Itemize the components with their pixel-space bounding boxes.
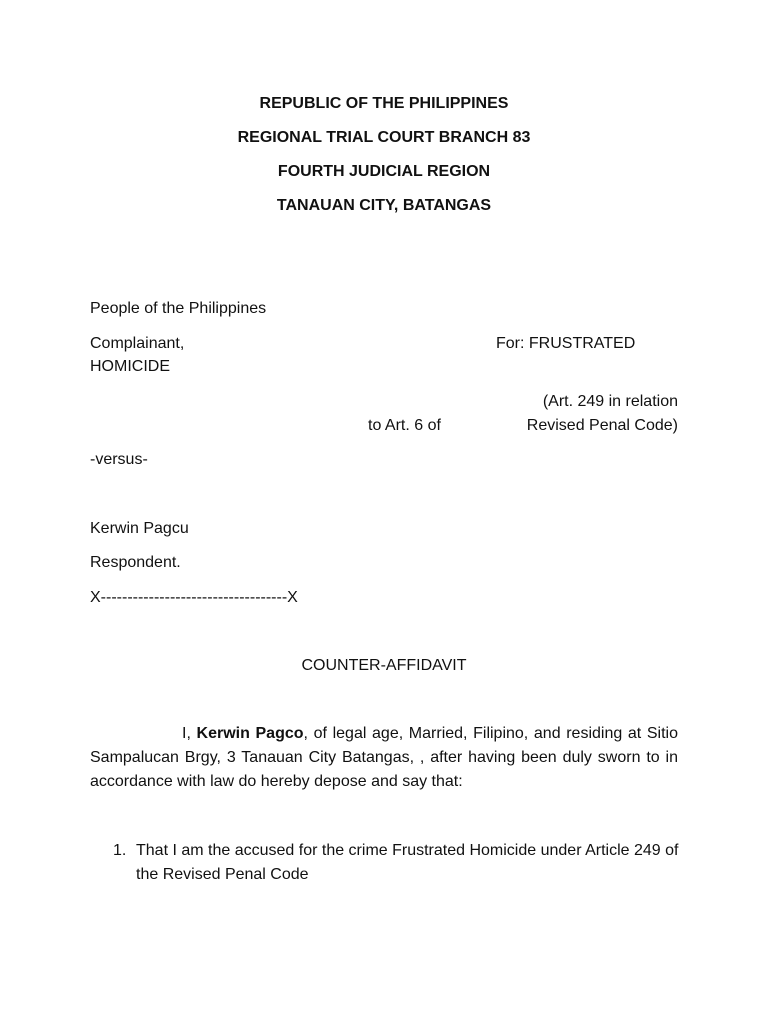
intro-pre: I, — [182, 725, 197, 742]
header-republic: REPUBLIC OF THE PHILIPPINES — [259, 95, 509, 112]
header-city: TANAUAN CITY, BATANGAS — [276, 197, 492, 214]
intro-post: , of legal age, Married, Filipino, and residing at Sitio Sampalucan Brgy, 3 Tanauan City Batangas, , after having been duly sworn to in accordance with law do hereby depose and say that: — [90, 725, 678, 790]
versus-label: -versus- — [90, 451, 148, 468]
caption-separator: X-----------------------------------X — [90, 589, 298, 606]
charge-relation-line2b: Revised Penal Code) — [526, 417, 678, 434]
charge-continuation: HOMICIDE — [90, 358, 170, 375]
charge-prefix: For: FRUSTRATED — [496, 335, 636, 352]
affiant-name: Kerwin Pagco — [196, 725, 304, 742]
charge-relation-line1: (Art. 249 in relation — [542, 393, 678, 410]
charge-relation-line2a: to Art. 6 of — [368, 417, 441, 434]
header-region: FOURTH JUDICIAL REGION — [277, 163, 491, 180]
complainant-label: Complainant, — [90, 335, 185, 352]
intro-paragraph — [90, 722, 678, 794]
respondent-name: Kerwin Pagcu — [90, 520, 189, 537]
document-title: COUNTER-AFFIDAVIT — [301, 657, 467, 674]
list-item-text: That I am the accused for the crime Frustrated Homicide under Article 249 of the Revised Penal Code — [136, 842, 679, 883]
list-item-number: 1. — [113, 842, 127, 859]
complainant-name: People of the Philippines — [90, 300, 267, 317]
respondent-label: Respondent. — [90, 554, 181, 571]
header-court: REGIONAL TRIAL COURT BRANCH 83 — [237, 129, 531, 146]
